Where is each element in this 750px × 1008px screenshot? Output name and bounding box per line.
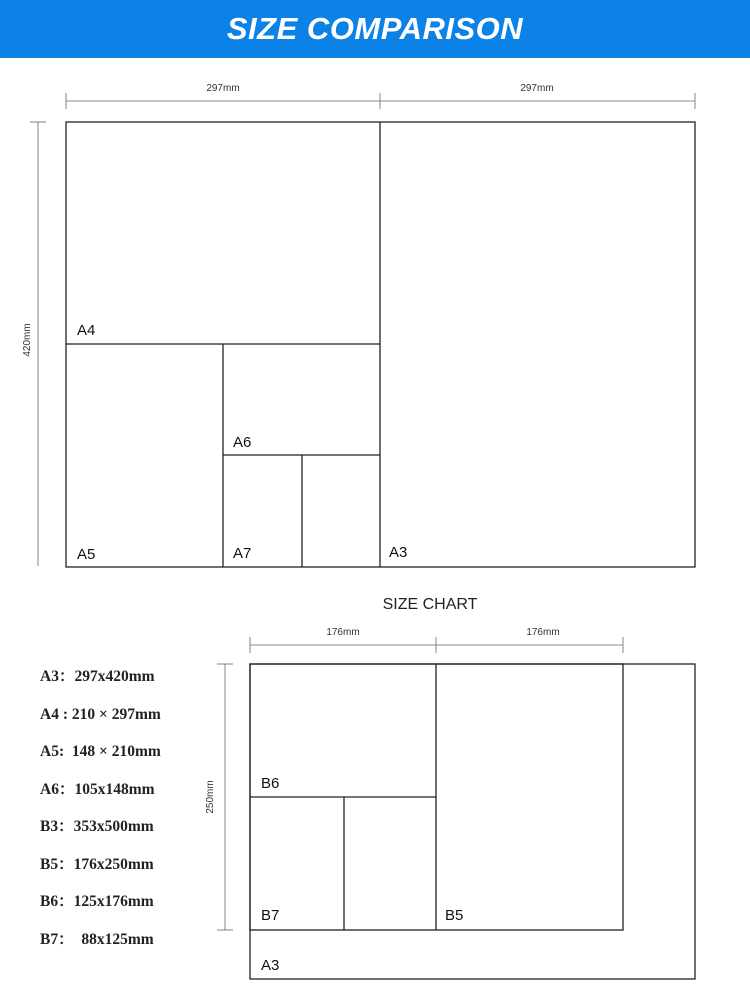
top-width-label-left: 297mm [206,83,240,94]
top-width-label-right: 297mm [520,83,554,94]
label-b5: B5 [445,907,464,924]
bottom-width-dimension [250,637,623,653]
label-b6: B6 [261,775,280,792]
top-height-label: 420mm [22,323,33,357]
label-a6: A6 [233,434,252,451]
a3-sheet-outline-bottom [250,664,695,979]
bottom-width-label-right: 176mm [526,627,560,638]
label-a3: A3 [389,544,408,561]
bottom-paper-diagram [250,664,695,979]
size-list-item: A3：297x420mm [40,668,155,685]
top-paper-diagram [66,122,695,567]
size-list-item: B7： 88x125mm [40,930,154,948]
bottom-height-dimension [217,664,233,930]
size-list-item: A4 : 210 × 297mm [40,705,161,723]
label-a4: A4 [77,322,96,339]
size-list-item: A5: 148 × 210mm [40,743,161,760]
label-a3-bottom: A3 [261,957,280,974]
size-list-item: B6：125x176mm [40,893,154,910]
size-list-item: A6：105x148mm [40,780,155,798]
top-width-dimension [66,93,695,109]
label-a7: A7 [233,545,252,562]
size-list-item: B3：353x500mm [40,818,154,835]
size-list-item: B5：176x250mm [40,855,154,873]
label-a5: A5 [77,546,96,563]
bottom-width-label-left: 176mm [326,627,360,638]
label-b7: B7 [261,907,280,924]
size-list [40,666,215,966]
page-title: SIZE COMPARISON [226,11,524,46]
bottom-height-label: 250mm [205,780,216,814]
size-chart-title: SIZE CHART [382,596,478,613]
